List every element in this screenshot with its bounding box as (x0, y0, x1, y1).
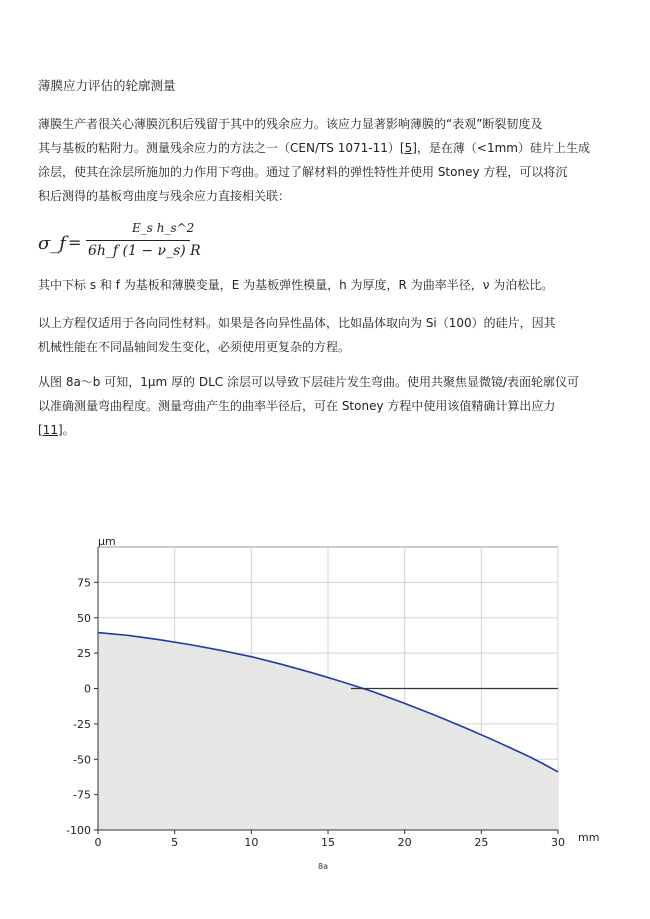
y-tick-label: 25 (77, 647, 91, 661)
x-tick-label: 30 (551, 836, 565, 849)
y-tick-label: 50 (77, 611, 91, 625)
y-tick-label: -100 (66, 824, 91, 837)
intro-line-2-end: ，是在薄（<1mm）硅片上生成 (416, 141, 590, 155)
intro-line-2-start: 其与基板的粘附力。测量残余应力的方法之一（CEN/TS 1071-11） (38, 141, 400, 155)
intro-line-2 (38, 136, 618, 160)
formula-equals: = (68, 233, 82, 252)
paragraph-variables: 其中下标 s 和 f 为基板和薄膜变量，E 为基板弹性模量，h 为厚度，R 为曲率半径，ν 为泊松比。 (38, 278, 554, 292)
stoney-equation (38, 219, 201, 261)
y-tick-label: 75 (77, 576, 91, 590)
intro-line-1: 薄膜生产者很关心薄膜沉积后残留于其中的残余应力。该应力显著影响薄膜的“表观”断裂韧度及 (38, 117, 543, 131)
y-tick-label: -50 (73, 753, 91, 767)
x-tick-label: 15 (321, 836, 335, 849)
x-tick-label: 10 (244, 836, 259, 849)
page-title: 薄膜应力评估的轮廓测量 (38, 78, 176, 93)
intro-line-3: 涂层，使其在涂层所施加的力作用下弯曲。通过了解材料的弹性特性并使用 Stoney 方程，可以将沉 (38, 165, 568, 179)
formula-fraction-bar (86, 240, 190, 241)
measurement-line-1: 从图 8a～b 可知，1μm 厚的 DLC 涂层可以导致下层硅片发生弯曲。使用共聚焦显微镜/表面轮廓仪可 (38, 375, 579, 389)
measurement-line-3 (38, 418, 618, 442)
citation-link-5[interactable]: [5] (399, 141, 417, 155)
x-axis-label: mm (578, 831, 600, 844)
x-tick-label: 0 (94, 836, 102, 849)
intro-line-4: 积后测得的基板弯曲度与残余应力直接相关联： (38, 189, 291, 203)
paragraph-measurement (38, 370, 618, 442)
formula-denominator: 6h_f (1 − ν_s) R (88, 243, 201, 259)
y-tick-label: -75 (73, 788, 91, 802)
x-tick-label: 20 (397, 836, 412, 849)
anisotropy-line-1: 以上方程仅适用于各向同性材料。如果是各向异性晶体，比如晶体取向为 Si（100）的硅片，因其 (38, 316, 556, 330)
y-tick-label: 0 (84, 682, 91, 696)
figure-caption: 8a (318, 862, 328, 871)
anisotropy-line-2: 机械性能在不同晶轴间发生变化，必须使用更复杂的方程。 (38, 340, 351, 354)
formula-lhs: σ_f (38, 233, 66, 254)
y-tick-label: -25 (73, 717, 91, 731)
x-tick-label: 25 (474, 836, 489, 849)
profile-chart (52, 535, 600, 855)
paragraph-intro (38, 112, 618, 208)
y-axis-label: μm (98, 535, 116, 548)
paragraph-anisotropy (38, 311, 618, 359)
measurement-line-2: 以准确测量弯曲程度。测量弯曲产生的曲率半径后，可在 Stoney 方程中使用该值精确计算出应力 (38, 399, 556, 413)
formula-numerator: E_s h_s^2 (132, 221, 195, 235)
citation-link-11[interactable]: [11] (38, 423, 63, 437)
measurement-line-3-end: 。 (62, 423, 75, 437)
x-tick-label: 5 (171, 836, 179, 849)
